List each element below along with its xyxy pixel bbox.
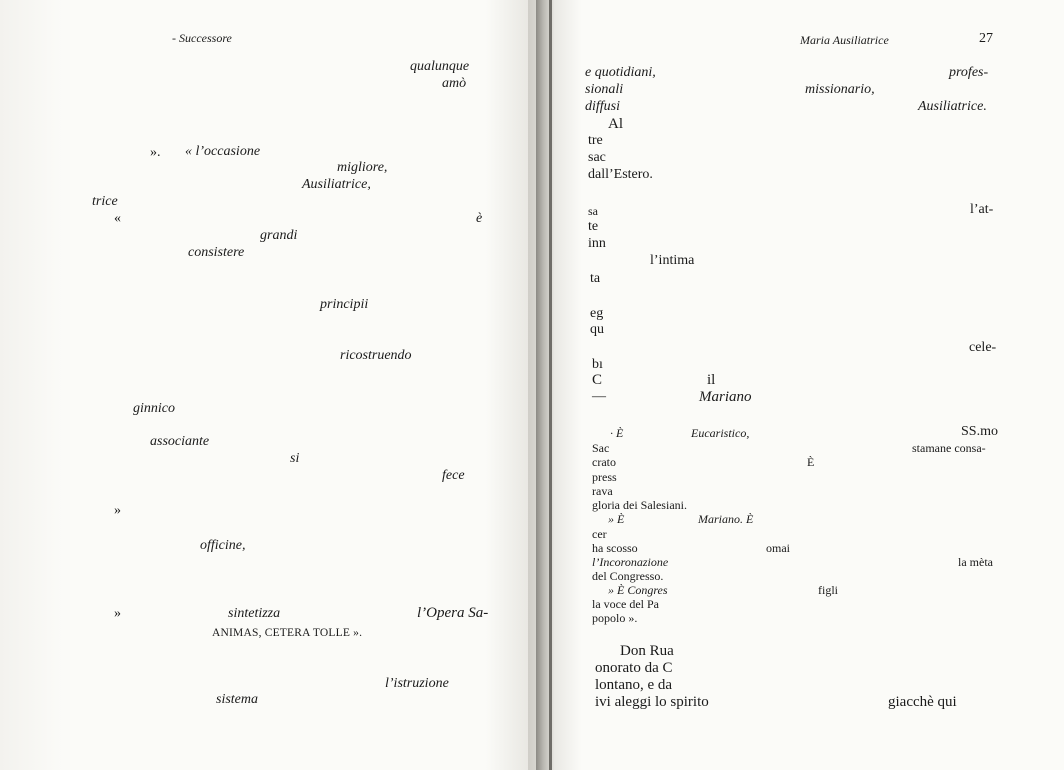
text-fragment: l’at- [970, 202, 994, 217]
text-fragment: sa [588, 204, 598, 218]
text-fragment: cele- [969, 340, 997, 355]
text-fragment: stamane consa- [912, 441, 986, 455]
text-fragment: ». [150, 145, 161, 160]
text-fragment: ricostruendo [340, 348, 412, 363]
text-fragment: principii [320, 297, 369, 312]
gutter-line [549, 0, 552, 770]
text-fragment: » [114, 606, 121, 621]
text-fragment: consistere [188, 245, 245, 260]
text-fragment: — [592, 389, 606, 404]
text-fragment: · È [610, 426, 624, 440]
text-fragment: ta [590, 271, 601, 286]
text-fragment: crato [592, 455, 616, 469]
text-fragment: Mariano. È [698, 512, 754, 526]
text-fragment: sintetizza [228, 606, 281, 621]
running-head-right: Maria Ausiliatrice [800, 33, 889, 47]
text-fragment: del Congresso. [592, 569, 664, 583]
text-fragment: è [476, 211, 483, 226]
text-fragment: lontano, e da [595, 677, 673, 693]
text-fragment: press [592, 470, 617, 484]
text-fragment: qualunque [410, 59, 470, 74]
text-fragment: associante [150, 434, 210, 449]
text-fragment: popolo ». [592, 611, 638, 625]
text-fragment: bı [592, 357, 603, 372]
text-fragment: tre [588, 133, 603, 148]
text-fragment: ANIMAS, CETERA TOLLE ». [212, 627, 363, 639]
page-number: 27 [979, 31, 993, 46]
text-fragment: qu [590, 322, 604, 337]
text-fragment: l’Opera Sa- [417, 605, 489, 621]
text-fragment: giacchè qui [888, 694, 957, 710]
text-fragment: Eucaristico, [691, 426, 750, 440]
text-fragment: Ausiliatrice, [302, 177, 371, 192]
text-fragment: inn [588, 236, 606, 251]
text-fragment: » [114, 503, 121, 518]
text-fragment: sac [588, 150, 606, 165]
text-fragment: onorato da C [595, 660, 673, 676]
text-fragment: » È Congres [608, 583, 668, 597]
left-page [0, 0, 528, 770]
text-fragment: « l’occasione [185, 144, 261, 159]
text-fragment: sistema [216, 692, 258, 707]
running-head-left: - Successore [172, 31, 232, 45]
text-fragment: profes- [949, 65, 989, 80]
text-fragment: diffusi [585, 99, 621, 114]
text-fragment: ivi aleggi lo spirito [595, 694, 709, 710]
text-fragment: eg [590, 306, 604, 321]
text-fragment: trice [92, 194, 118, 209]
text-fragment: la mèta [958, 555, 993, 569]
text-fragment: SS.mo [961, 424, 998, 439]
text-fragment: C [592, 372, 603, 388]
text-fragment: dall’Estero. [588, 167, 653, 182]
text-fragment: Sac [592, 441, 610, 455]
text-fragment: fece [442, 468, 465, 483]
text-fragment: la voce del Pa [592, 597, 659, 611]
text-fragment: È [807, 455, 815, 469]
text-fragment: si [290, 451, 300, 466]
text-fragment: l’intima [650, 253, 695, 268]
text-fragment: « [114, 211, 121, 226]
text-fragment: Ausiliatrice. [918, 99, 987, 114]
text-fragment: sionali [585, 82, 624, 97]
text-fragment: te [588, 219, 599, 234]
text-fragment: gloria dei Salesiani. [592, 498, 687, 512]
text-fragment: il [707, 372, 716, 388]
text-fragment: grandi [260, 228, 298, 243]
text-fragment: ha scosso [592, 541, 638, 555]
text-fragment: amò [442, 76, 467, 91]
text-fragment: migliore, [337, 160, 388, 175]
text-fragment: e quotidiani, [585, 65, 656, 80]
text-fragment: Mariano [699, 389, 752, 405]
right-page [528, 0, 1064, 770]
text-fragment: omai [766, 541, 790, 555]
text-fragment: officine, [200, 538, 246, 553]
text-fragment: cer [592, 527, 607, 541]
text-fragment: Al [608, 116, 623, 132]
text-fragment: figli [818, 583, 838, 597]
text-fragment: rava [592, 484, 613, 498]
text-fragment: missionario, [805, 82, 875, 97]
text-fragment: l’istruzione [385, 676, 449, 691]
text-fragment: Don Rua [620, 643, 674, 659]
text-fragment: ginnico [133, 401, 175, 416]
text-fragment: l’Incoronazione [592, 555, 669, 569]
text-fragment: » È [608, 512, 625, 526]
